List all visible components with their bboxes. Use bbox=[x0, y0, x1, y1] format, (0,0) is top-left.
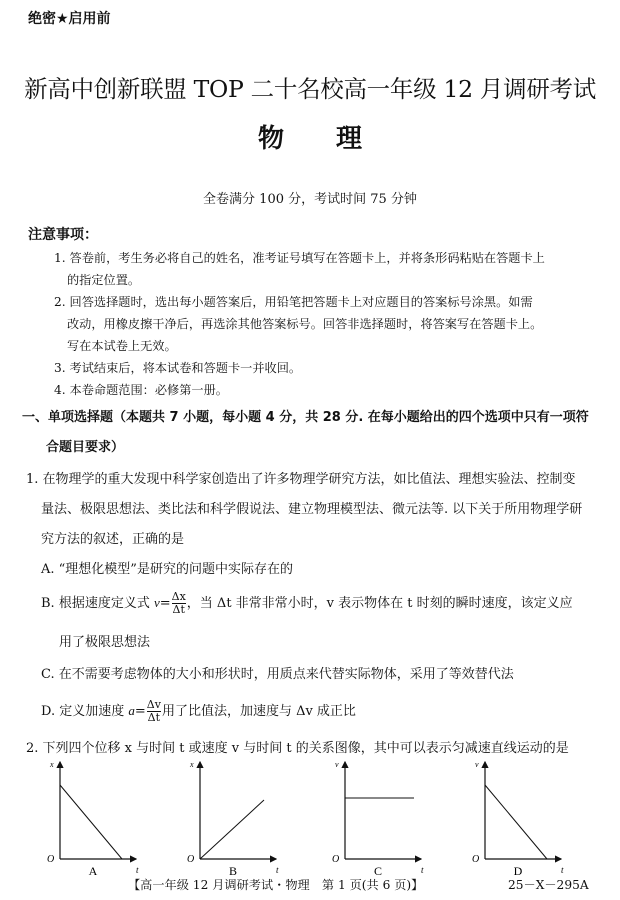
q1-option-b-cont: 用了极限思想法 bbox=[59, 635, 151, 650]
option-text: 用了比值法，加速度与 Δv 成正比 bbox=[161, 704, 356, 719]
var: v bbox=[153, 595, 160, 610]
note-line: 写在本试卷上无效。 bbox=[67, 339, 177, 353]
notes-heading: 注意事项： bbox=[28, 227, 98, 243]
q2-stem: 2. 下列四个位移 x 与时间 t 或速度 v 与时间 t 的关系图像，其中可以表示匀减速直线运动的是 bbox=[26, 741, 569, 756]
graph-label: C bbox=[373, 864, 383, 878]
subject-title: 物 理 bbox=[257, 124, 362, 154]
fraction bbox=[172, 591, 186, 616]
numerator: Δx bbox=[171, 590, 186, 603]
origin-label: O bbox=[472, 854, 480, 865]
y-axis-label: v bbox=[335, 760, 339, 769]
x-axis-label: t bbox=[276, 865, 279, 875]
x-axis-label: t bbox=[136, 865, 139, 875]
graph-label: A bbox=[88, 864, 98, 878]
option-text: D. 定义加速度 bbox=[41, 704, 129, 719]
section-heading-cont: 合题目要求） bbox=[46, 440, 125, 455]
note-line: 1. 答卷前，考生务必将自己的姓名，准考证号填写在答题卡上，并将条形码粘贴在答题卡上 bbox=[54, 251, 545, 265]
footer-code: 25－X－295A bbox=[508, 878, 589, 892]
exam-title: 新高中创新联盟 TOP 二十名校高一年级 12 月调研考试 bbox=[24, 75, 596, 103]
note-line: 改动，用橡皮擦干净后，再选涂其他答案标号。回答非选择题时，将答案写在答题卡上。 bbox=[67, 317, 543, 331]
option-text: B. 根据速度定义式 bbox=[41, 596, 154, 611]
graph-label: B bbox=[228, 864, 238, 878]
q1-option-b: B. 根据速度定义式 v= $\frac{\Delta x}{\Delta t}$ ，当 Δt 非常非常小时，v 表示物体在 t 时刻的瞬时速度，该定义应 bbox=[41, 590, 573, 616]
secret-mark: 绝密★启用前 bbox=[28, 11, 111, 27]
origin-label: O bbox=[187, 854, 195, 865]
graph-line bbox=[200, 800, 264, 859]
y-axis-label: x bbox=[50, 760, 54, 769]
note-line: 3. 考试结束后，将本试卷和答题卡一并收回。 bbox=[54, 361, 302, 375]
q1-option-c: C. 在不需要考虑物体的大小和形状时，用质点来代替实际物体，采用了等效替代法 bbox=[41, 667, 514, 682]
var: a bbox=[128, 703, 135, 718]
q1-stem: 量法、极限思想法、类比法和科学假说法、建立物理模型法、微元法等. 以下关于所用物理学研 bbox=[41, 502, 583, 517]
denominator: Δt bbox=[172, 603, 185, 616]
x-axis-label: t bbox=[421, 865, 424, 875]
origin-label: O bbox=[332, 854, 340, 865]
q1-stem: 究方法的叙述，正确的是 bbox=[41, 532, 185, 547]
exam-info: 全卷满分 100 分，考试时间 75 分钟 bbox=[203, 192, 417, 207]
option-text: ，当 Δt 非常非常小时，v 表示物体在 t 时刻的瞬时速度，该定义应 bbox=[186, 596, 573, 611]
graph-label: D bbox=[513, 864, 523, 878]
q2-graphs bbox=[0, 760, 620, 878]
note-line: 2. 回答选择题时，选出每小题答案后，用铅笔把答题卡上对应题目的答案标号涂黑。如需 bbox=[54, 295, 533, 309]
graph-line bbox=[60, 785, 122, 859]
footer-text: 【高一年级 12 月调研考试・物理 第 1 页(共 6 页)】 bbox=[128, 878, 424, 892]
fraction bbox=[147, 699, 161, 724]
graph-line bbox=[485, 785, 547, 859]
y-axis-label: v bbox=[475, 760, 479, 769]
section-heading: 一、单项选择题（本题共 7 小题，每小题 4 分，共 28 分. 在每小题给出的四个选项中只有一项符 bbox=[22, 410, 589, 425]
denominator: Δt bbox=[147, 711, 161, 724]
q1-option-a: A. “理想化模型”是研究的问题中实际存在的 bbox=[41, 562, 293, 577]
x-axis-label: t bbox=[561, 865, 564, 875]
y-axis-label: x bbox=[190, 760, 194, 769]
q1-stem: 1. 在物理学的重大发现中科学家创造出了许多物理学研究方法，如比值法、理想实验法、控制变 bbox=[26, 472, 576, 487]
note-line: 的指定位置。 bbox=[67, 273, 141, 287]
note-line: 4. 本卷命题范围：必修第一册。 bbox=[54, 383, 228, 397]
q1-option-d: D. 定义加速度 a= $\frac{\Delta v}{\Delta t}$ 用了比值法，加速度与 Δv 成正比 bbox=[41, 698, 356, 724]
numerator: Δv bbox=[146, 698, 161, 711]
origin-label: O bbox=[47, 854, 55, 865]
